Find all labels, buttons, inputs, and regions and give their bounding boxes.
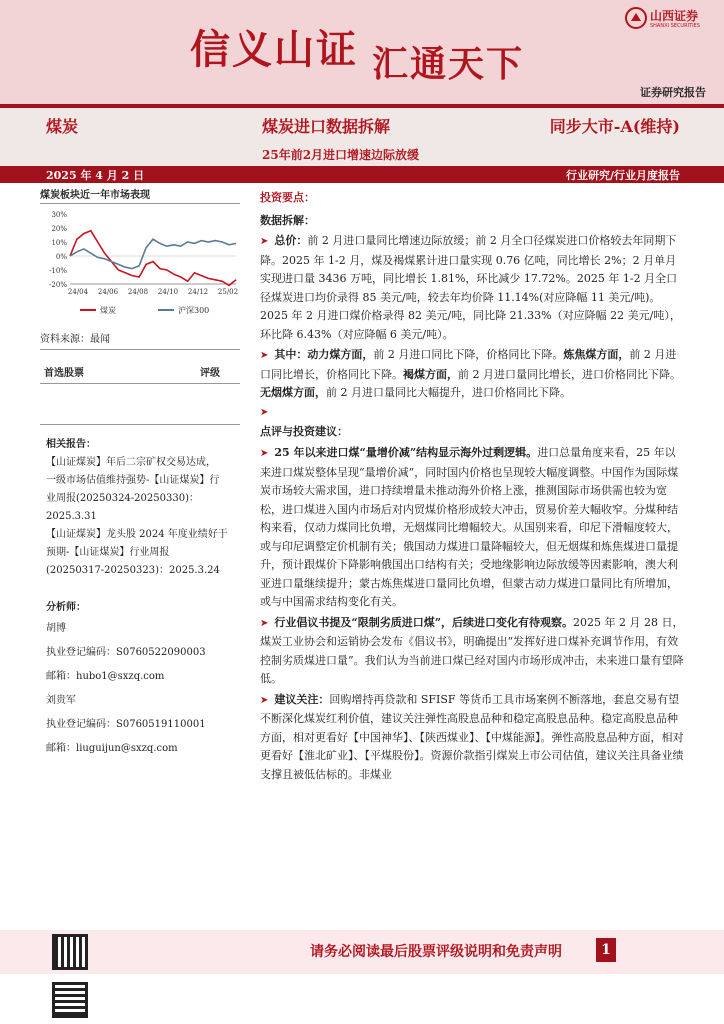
company-logo-icon [624, 6, 648, 30]
picks-bottom-rule [40, 424, 240, 425]
chart-source: 资料来源：最闻 [40, 330, 240, 350]
arrow-bullet-icon: ➤ [260, 350, 269, 361]
picks-header-row [40, 362, 240, 384]
arrow-bullet-icon: ➤ [260, 448, 269, 459]
page-number: 1 [596, 938, 616, 962]
chart-title: 煤炭板块近一年市场表现 [40, 186, 240, 204]
picks-header: 首选股票 [44, 368, 84, 379]
y-tick-label: 20% [51, 225, 67, 233]
arrow-bullet-icon: ➤ [260, 617, 269, 629]
paragraph-total: ➤ 总价：前 2 月进口量同比增速边际放缓；前 2 月全口径煤炭进口价格较去年同期下降。2025 年 1-2 月，煤及褐煤累计进口量实现 0.76 亿吨，同比增长 2%；2 月单月实现进口量 3436 万吨，同比增长 1.81%，环比减少 17.72%。2025 年 1-2 月全口径煤炭进口均价录得 85 美元/吨，较去年均价降 11.14%(对应降幅 11 美元/吨)。2025 年 2 月进口煤价格录得 82 美元/吨，同比降 21.33%（对应降幅 22 美元/吨），环比降 6.43%（对应降幅 6 美元/吨）。 [260, 234, 681, 341]
doc-type: 证券研究报告 [640, 86, 706, 99]
y-tick-label: 30% [51, 211, 67, 219]
company-logo [622, 4, 718, 34]
x-tick-label: 25/02 [217, 288, 239, 296]
qr-code-icon-2 [52, 982, 88, 1018]
analyst-email[interactable]: 邮箱：hubo1@sxzq.com [46, 671, 165, 682]
data-title: 数据拆解： [260, 214, 315, 227]
market-performance-chart [40, 208, 240, 320]
slogan-left: 信义山证 [190, 27, 358, 73]
series-line-csi300 [70, 239, 236, 268]
analyst [46, 617, 240, 761]
top-banner [0, 0, 724, 108]
paragraph-initiative: ➤ 行业倡议书提及“限制劣质进口煤”，后续进口变化有待观察。2025 年 2 月 28 日，煤炭工业协会和运销协会发布《倡议书》，明确提出“发挥好进口煤补充调节作用，有效控制劣质煤进口量”。我们认为当前进口煤已经对国内市场形成冲击，未来进口量有望降低。 [260, 615, 684, 685]
related-line: 【山证煤炭】龙头股 2024 年度业绩好于 [46, 529, 228, 540]
related-report[interactable] [46, 526, 240, 580]
y-tick-label: 10% [51, 239, 67, 247]
related-line: 预期-【山证煤炭】行业周报 [46, 547, 170, 558]
paragraph-breakdown: ➤ 其中：动力煤方面，前 2 月进口同比下降，价格同比下降。炼焦煤方面，前 2 月进口同比增长，价格同比下降。褐煤方面，前 2 月进口量同比增长，进口价格同比下降。无烟煤方面，前 2 月进口量同比大幅提升，进口价格同比下降。 [260, 348, 681, 399]
main-content [260, 190, 686, 784]
analyst-email[interactable]: 邮箱：liuguijun@sxzq.com [46, 743, 178, 754]
x-tick-label: 24/10 [157, 288, 179, 296]
paragraph-structure: ➤ 25 年以来进口煤“量增价减”结构显示海外过剩逻辑。进口总量角度来看，25 年以来进口煤炭整体呈现“量增价减”，同时国内价格也呈现较大幅度调整。中国作为国际煤炭市场较大需求国，进口持续增量未推动海外价格上涨，推测国际市场供需也较为宽松，进口煤进入国内市场后对内贸煤价格形成较大冲击，贸易价差大幅收窄。分煤种结构来看，仅动力煤同比负增，无烟煤同比增幅较大。从国别来看，印尼下滑幅度较大，或与印尼调整定价机制有关；俄国动力煤进口量降幅较大，但无烟煤和炼焦煤进口量提升，预计跟煤价下降影响俄国出口结构有关；受地缘影响边际放缓等因素影响，澳大利亚进口量继续提升；蒙古炼焦煤进口量同比负增，但蒙古动力煤进口量同比有所增加，或与中国需求结构变化有关。 [260, 446, 679, 608]
report-subtitle: 25年前2月进口增速边际放缓 [262, 148, 420, 162]
x-tick-label: 24/08 [127, 288, 149, 296]
arrow-bullet-icon: ➤ [260, 236, 269, 247]
analyst-license: 执业登记编码：S0760519110001 [46, 719, 206, 730]
x-tick-label: 24/12 [187, 288, 209, 296]
related-line: (20250317-20250323)：2025.3.24 [46, 565, 220, 576]
analyst-name: 胡博 [46, 623, 66, 634]
related-line: 一级市场估值维持强势-【山证煤炭】行 [46, 475, 220, 486]
paragraph-suggestion: ➤ 建议关注：回购增持再贷款和 SFISF 等货币工具市场案例不断落地，套息交易有望不断深化煤炭红利价值，建议关注弹性高股息品种和稳定高股息品种。稳定高股息品种方面，相对更看好【中国神华】、【陕西煤业】、【中煤能源】。弹性高股息品种方面，相对更看好【淮北矿业】、【平煤股份】。资源价款指引煤炭上市公司估值，建议关注具备业绩支撑且被低估标的。非煤业 [260, 692, 684, 781]
company-name: 山西证券 [650, 9, 699, 23]
qr-code-icon [52, 934, 88, 970]
invest-title: 投资要点： [260, 191, 315, 204]
company-name-en: SHANXI SECURITIES [650, 23, 700, 29]
report-category: 行业研究/行业月度报告 [565, 169, 680, 182]
related-line: 【山证煤炭】年后二宗矿权交易达成， [46, 457, 216, 468]
legend-label: 沪深300 [178, 306, 210, 315]
analyst-name: 刘贵军 [46, 695, 76, 706]
analyst-license: 执业登记编码：S0760522090003 [46, 647, 206, 658]
legend-label: 煤炭 [100, 306, 116, 315]
related-title: 相关报告： [46, 439, 96, 450]
arrow-bullet-icon: ➤ [260, 406, 269, 418]
rating: 同步大市-A(维持) [549, 117, 680, 136]
y-tick-label: -20% [49, 281, 67, 289]
slogan-right: 汇通天下 [372, 44, 525, 85]
x-tick-label: 24/06 [97, 288, 119, 296]
related-report[interactable] [46, 454, 240, 526]
related-line: 业周报(20250324-20250330)：2025.3.31 [46, 493, 199, 522]
report-title: 煤炭进口数据拆解 [262, 117, 391, 136]
advice-title: 点评与投资建议： [260, 425, 348, 438]
picks-rating-header: 评级 [200, 368, 220, 379]
analysts-title: 分析师： [46, 602, 86, 613]
arrow-bullet-icon: ➤ [260, 694, 269, 706]
empty-bullet [260, 403, 686, 423]
y-tick-label: 0% [55, 253, 67, 261]
report-date: 2025 年 4 月 2 日 [46, 169, 145, 182]
y-tick-label: -10% [49, 267, 67, 275]
x-tick-label: 24/04 [67, 288, 89, 296]
footer-disclaimer[interactable]: 请务必阅读最后股票评级说明和免责声明 [310, 944, 562, 960]
sidebar [40, 186, 240, 761]
industry-label: 煤炭 [46, 117, 79, 136]
